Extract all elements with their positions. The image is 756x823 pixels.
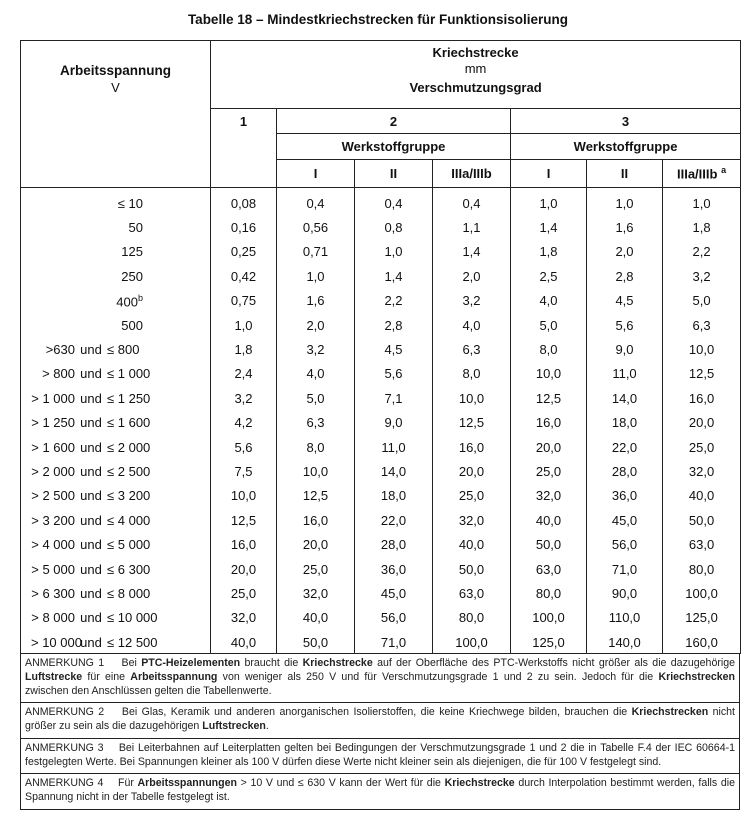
- value-cell: 4,0: [277, 362, 355, 386]
- value-cell: 4,0: [433, 313, 511, 337]
- value-cell: 5,6: [587, 313, 663, 337]
- note-text: ANMERKUNG 2 Bei Glas, Keramik und anderen anorganischen Isolierstoffen, die keine Kriechwege bilden, brauchen die: [25, 706, 632, 719]
- value-cell: 0,4: [433, 188, 511, 216]
- voltage-and: und: [80, 439, 102, 455]
- note-text: von weniger als 250 V und für Verschmutzungsgrade 1 und 2 zu sein. Jedoch für die: [217, 670, 659, 683]
- value-cell: 2,8: [355, 313, 433, 337]
- note-text: braucht die: [240, 657, 303, 669]
- value-cell: 80,0: [511, 581, 587, 605]
- table-row: [21, 289, 741, 313]
- value-cell: 32,0: [663, 459, 741, 483]
- value-cell: 1,8: [663, 215, 741, 239]
- degree-3-header: 3: [511, 109, 741, 134]
- note-text: durch Interpolation bestimmt werden, falls die Spannung nicht in der Tabelle festgelegt ist.: [25, 777, 738, 804]
- degree-1-header: 1: [211, 109, 277, 188]
- value-cell: 10,0: [433, 386, 511, 410]
- value-cell: 8,0: [433, 362, 511, 386]
- creepage-unit: mm: [464, 61, 487, 76]
- voltage-and: und: [80, 463, 102, 479]
- voltage-lower: > 1 250: [31, 415, 75, 431]
- value-cell: 2,2: [663, 240, 741, 264]
- voltage-text: 500: [121, 317, 143, 333]
- table-row: [21, 264, 741, 288]
- table-row: [21, 630, 741, 654]
- value-cell: 1,0: [663, 188, 741, 216]
- voltage-cell: [21, 606, 211, 630]
- voltage-lower: > 800: [42, 366, 75, 382]
- value-cell: 7,1: [355, 386, 433, 410]
- value-cell: 100,0: [433, 630, 511, 654]
- voltage-lower: > 5 000: [31, 561, 75, 577]
- note-text: Luftstrecke: [25, 670, 83, 683]
- value-cell: 0,25: [211, 240, 277, 264]
- voltage-and: und: [80, 366, 102, 382]
- value-cell: 20,0: [511, 435, 587, 459]
- voltage-upper: ≤ 8 000: [107, 585, 151, 601]
- value-cell: 36,0: [587, 484, 663, 508]
- value-cell: 3,2: [277, 337, 355, 361]
- value-cell: 63,0: [663, 532, 741, 556]
- creepage-table: [20, 40, 741, 654]
- table-row: [21, 532, 741, 556]
- value-cell: 16,0: [211, 532, 277, 556]
- voltage-cell: [21, 508, 211, 532]
- group-2-i: I: [277, 160, 355, 188]
- value-cell: 14,0: [587, 386, 663, 410]
- voltage-upper: ≤ 2 000: [107, 439, 151, 455]
- value-cell: 1,6: [277, 289, 355, 313]
- value-cell: 1,6: [587, 215, 663, 239]
- voltage-cell: [21, 557, 211, 581]
- voltage-lower: > 4 000: [31, 537, 75, 553]
- note-text: Kriechstrecken: [631, 706, 709, 719]
- value-cell: 125,0: [511, 630, 587, 654]
- value-cell: 6,3: [433, 337, 511, 361]
- group-3-ii: II: [587, 160, 663, 188]
- voltage-cell: [21, 386, 211, 410]
- value-cell: 1,1: [433, 215, 511, 239]
- voltage-value: [31, 269, 143, 284]
- value-cell: 0,56: [277, 215, 355, 239]
- value-cell: 2,4: [211, 362, 277, 386]
- value-cell: 2,0: [433, 264, 511, 288]
- value-cell: 3,2: [433, 289, 511, 313]
- note-text: PTC-Heizelementen: [141, 657, 241, 669]
- value-cell: 32,0: [277, 581, 355, 605]
- table-row: [21, 411, 741, 435]
- value-cell: 12,5: [277, 484, 355, 508]
- value-cell: 50,0: [663, 508, 741, 532]
- value-cell: 25,0: [511, 459, 587, 483]
- value-cell: 1,0: [277, 264, 355, 288]
- group-3-iii-header: [663, 160, 741, 188]
- voltage-cell: [21, 264, 211, 288]
- note-text: Luftstrecken: [202, 720, 266, 733]
- voltage-upper: ≤ 10 000: [107, 610, 158, 626]
- footnote-a-marker: a: [721, 165, 727, 176]
- value-cell: 40,0: [663, 484, 741, 508]
- voltage-cell: [21, 411, 211, 435]
- voltage-label: Arbeitsspannung: [59, 63, 171, 78]
- value-cell: 1,0: [587, 188, 663, 216]
- value-cell: 100,0: [663, 581, 741, 605]
- voltage-value: [31, 244, 143, 259]
- value-cell: 11,0: [355, 435, 433, 459]
- value-cell: 1,0: [511, 188, 587, 216]
- table-title: Tabelle 18 – Mindestkriechstrecken für Funktionsisolierung: [187, 12, 569, 27]
- value-cell: 32,0: [211, 606, 277, 630]
- value-cell: 16,0: [511, 411, 587, 435]
- voltage-value: [31, 318, 143, 333]
- table-row: [21, 215, 741, 239]
- voltage-upper: ≤ 12 500: [107, 634, 158, 650]
- value-cell: 32,0: [511, 484, 587, 508]
- value-cell: 0,71: [277, 240, 355, 264]
- value-cell: 2,8: [587, 264, 663, 288]
- value-cell: 12,5: [211, 508, 277, 532]
- degree-2-header: 2: [277, 109, 511, 134]
- value-cell: 25,0: [211, 581, 277, 605]
- note-text: ANMERKUNG 1 Bei: [25, 657, 142, 669]
- value-cell: 4,0: [511, 289, 587, 313]
- value-cell: 2,0: [277, 313, 355, 337]
- value-cell: 90,0: [587, 581, 663, 605]
- table-row: [21, 557, 741, 581]
- voltage-and: und: [80, 488, 102, 504]
- value-cell: 71,0: [587, 557, 663, 581]
- voltage-cell: [21, 630, 211, 654]
- group-2-ii: II: [355, 160, 433, 188]
- value-cell: 50,0: [433, 557, 511, 581]
- table-row: [21, 188, 741, 216]
- value-cell: 4,5: [587, 289, 663, 313]
- value-cell: 18,0: [587, 411, 663, 435]
- voltage-cell: [21, 188, 211, 216]
- value-cell: 0,8: [355, 215, 433, 239]
- table-row: [21, 508, 741, 532]
- value-cell: 160,0: [663, 630, 741, 654]
- material-group-2-header: Werkstoffgruppe: [277, 134, 511, 160]
- table-row: [21, 606, 741, 630]
- note-text: Kriechstrecke: [444, 777, 515, 790]
- voltage-and: und: [80, 561, 102, 577]
- voltage-and: und: [80, 390, 102, 406]
- table-row: [21, 459, 741, 483]
- table-body: [21, 188, 741, 655]
- voltage-lower: > 1 600: [31, 439, 75, 455]
- value-cell: 1,0: [211, 313, 277, 337]
- notes-box: [20, 653, 740, 810]
- table-row: [21, 581, 741, 605]
- table-row: [21, 313, 741, 337]
- pollution-label: Verschmutzungsgrad: [409, 80, 542, 95]
- voltage-upper: ≤ 4 000: [107, 512, 151, 528]
- footnote-b-marker: b: [137, 292, 143, 303]
- note-text: Arbeitsspannungen: [137, 777, 237, 790]
- voltage-upper: ≤ 5 000: [107, 537, 151, 553]
- value-cell: 40,0: [211, 630, 277, 654]
- value-cell: 5,0: [511, 313, 587, 337]
- voltage-lower: > 1 000: [31, 390, 75, 406]
- value-cell: 80,0: [663, 557, 741, 581]
- value-cell: 0,4: [277, 188, 355, 216]
- voltage-cell: [21, 215, 211, 239]
- value-cell: 20,0: [433, 459, 511, 483]
- voltage-and: und: [80, 512, 102, 528]
- note-text: nicht größer zu sein als die dazugehörigen: [25, 706, 738, 733]
- voltage-lower: > 2 000: [31, 463, 75, 479]
- voltage-text: 125: [121, 244, 143, 260]
- voltage-and: und: [80, 585, 102, 601]
- value-cell: 5,0: [663, 289, 741, 313]
- value-cell: 8,0: [511, 337, 587, 361]
- value-cell: 56,0: [587, 532, 663, 556]
- value-cell: 4,5: [355, 337, 433, 361]
- creepage-label: Kriechstrecke: [432, 45, 519, 60]
- note-text: ANMERKUNG 3 Bei Leiterbahnen auf Leiterplatten gelten bei Bedingungen der Verschmutzungsgrade 1 und 2 die in Tabelle F.4 der IEC 60664-1 festgelegten Werte. Bei Spannungen kleiner als 100 V dürfen diese Werte nicht kleiner sein als diejenigen, die für 100 V festgelegt sind.: [25, 741, 738, 768]
- material-group-3-header: Werkstoffgruppe: [511, 134, 741, 160]
- value-cell: 12,5: [433, 411, 511, 435]
- value-cell: 12,5: [511, 386, 587, 410]
- group-3-i: I: [511, 160, 587, 188]
- value-cell: 45,0: [587, 508, 663, 532]
- voltage-header: [21, 41, 211, 188]
- value-cell: 16,0: [663, 386, 741, 410]
- value-cell: 56,0: [355, 606, 433, 630]
- value-cell: 10,0: [511, 362, 587, 386]
- voltage-upper: ≤ 800: [107, 342, 140, 358]
- voltage-value: [31, 293, 143, 309]
- note-4: [21, 774, 739, 809]
- voltage-lower: > 3 200: [31, 512, 75, 528]
- note-text: Kriechstrecke: [302, 657, 373, 669]
- value-cell: 16,0: [433, 435, 511, 459]
- voltage-lower: >630: [45, 342, 75, 358]
- value-cell: 2,2: [355, 289, 433, 313]
- value-cell: 63,0: [511, 557, 587, 581]
- value-cell: 9,0: [587, 337, 663, 361]
- value-cell: 1,4: [433, 240, 511, 264]
- value-cell: 11,0: [587, 362, 663, 386]
- voltage-upper: ≤ 3 200: [107, 488, 151, 504]
- value-cell: 45,0: [355, 581, 433, 605]
- value-cell: 10,0: [663, 337, 741, 361]
- table-row: [21, 484, 741, 508]
- value-cell: 7,5: [211, 459, 277, 483]
- voltage-and: und: [80, 342, 102, 358]
- value-cell: 18,0: [355, 484, 433, 508]
- note-1: [21, 654, 739, 703]
- note-text: für eine: [82, 670, 131, 683]
- voltage-text: 250: [121, 268, 143, 284]
- value-cell: 125,0: [663, 606, 741, 630]
- value-cell: 36,0: [355, 557, 433, 581]
- voltage-value: [31, 220, 143, 235]
- voltage-value: [31, 196, 143, 211]
- value-cell: 140,0: [587, 630, 663, 654]
- voltage-cell: [21, 532, 211, 556]
- value-cell: 1,4: [355, 264, 433, 288]
- table-row: [21, 435, 741, 459]
- value-cell: 22,0: [355, 508, 433, 532]
- value-cell: 9,0: [355, 411, 433, 435]
- value-cell: 40,0: [433, 532, 511, 556]
- voltage-lower: > 6 300: [31, 585, 75, 601]
- voltage-lower: > 10 000: [31, 634, 82, 650]
- note-text: Arbeitsspannung: [130, 670, 218, 683]
- voltage-cell: [21, 459, 211, 483]
- value-cell: 5,6: [211, 435, 277, 459]
- voltage-and: und: [80, 610, 102, 626]
- voltage-unit: V: [111, 80, 120, 95]
- value-cell: 10,0: [211, 484, 277, 508]
- note-text: auf der Oberfläche des PTC-Werkstoffs nicht größer als die dazugehörige: [372, 657, 738, 669]
- value-cell: 20,0: [277, 532, 355, 556]
- value-cell: 2,0: [587, 240, 663, 264]
- value-cell: 3,2: [663, 264, 741, 288]
- voltage-text: ≤ 10: [117, 195, 143, 211]
- voltage-cell: [21, 240, 211, 264]
- value-cell: 20,0: [211, 557, 277, 581]
- voltage-cell: [21, 484, 211, 508]
- voltage-upper: ≤ 2 500: [107, 463, 151, 479]
- value-cell: 0,42: [211, 264, 277, 288]
- voltage-and: und: [80, 537, 102, 553]
- voltage-lower: > 8 000: [31, 610, 75, 626]
- value-cell: 0,16: [211, 215, 277, 239]
- value-cell: 22,0: [587, 435, 663, 459]
- value-cell: 6,3: [663, 313, 741, 337]
- table-row: [21, 337, 741, 361]
- value-cell: 100,0: [511, 606, 587, 630]
- voltage-upper: ≤ 1 000: [107, 366, 151, 382]
- value-cell: 0,4: [355, 188, 433, 216]
- value-cell: 10,0: [277, 459, 355, 483]
- voltage-upper: ≤ 1 250: [107, 390, 151, 406]
- value-cell: 2,5: [511, 264, 587, 288]
- value-cell: 5,0: [277, 386, 355, 410]
- voltage-text: 50: [128, 220, 143, 236]
- value-cell: 71,0: [355, 630, 433, 654]
- table-row: [21, 386, 741, 410]
- value-cell: 32,0: [433, 508, 511, 532]
- value-cell: 40,0: [277, 606, 355, 630]
- value-cell: 50,0: [277, 630, 355, 654]
- note-text: > 10 V und ≤ 630 V kann der Wert für die: [237, 777, 445, 790]
- value-cell: 4,2: [211, 411, 277, 435]
- voltage-cell: [21, 362, 211, 386]
- value-cell: 12,5: [663, 362, 741, 386]
- value-cell: 110,0: [587, 606, 663, 630]
- value-cell: 5,6: [355, 362, 433, 386]
- note-2: [21, 703, 739, 739]
- value-cell: 14,0: [355, 459, 433, 483]
- voltage-text: 400: [116, 293, 138, 309]
- value-cell: 1,4: [511, 215, 587, 239]
- voltage-cell: [21, 289, 211, 313]
- voltage-and: und: [80, 415, 102, 431]
- value-cell: 25,0: [277, 557, 355, 581]
- creepage-header: [211, 41, 741, 109]
- value-cell: 40,0: [511, 508, 587, 532]
- value-cell: 3,2: [211, 386, 277, 410]
- value-cell: 0,08: [211, 188, 277, 216]
- note-text: .: [265, 720, 269, 733]
- voltage-upper: ≤ 1 600: [107, 415, 151, 431]
- value-cell: 80,0: [433, 606, 511, 630]
- group-2-iii: IIIa/IIIb: [433, 160, 511, 188]
- voltage-cell: [21, 581, 211, 605]
- voltage-and: und: [80, 634, 102, 650]
- voltage-cell: [21, 337, 211, 361]
- voltage-cell: [21, 435, 211, 459]
- value-cell: 6,3: [277, 411, 355, 435]
- value-cell: 63,0: [433, 581, 511, 605]
- value-cell: 50,0: [511, 532, 587, 556]
- value-cell: 25,0: [663, 435, 741, 459]
- value-cell: 20,0: [663, 411, 741, 435]
- voltage-upper: ≤ 6 300: [107, 561, 151, 577]
- value-cell: 25,0: [433, 484, 511, 508]
- note-text: ANMERKUNG 4 Für: [25, 777, 138, 790]
- value-cell: 0,75: [211, 289, 277, 313]
- value-cell: 1,8: [511, 240, 587, 264]
- value-cell: 8,0: [277, 435, 355, 459]
- group-3-iii: IIIa/IIIb: [676, 166, 718, 182]
- note-text: Kriechstrecken: [658, 670, 735, 683]
- table-row: [21, 240, 741, 264]
- value-cell: 1,8: [211, 337, 277, 361]
- note-3: [21, 739, 739, 775]
- value-cell: 28,0: [355, 532, 433, 556]
- value-cell: 16,0: [277, 508, 355, 532]
- value-cell: 1,0: [355, 240, 433, 264]
- table-row: [21, 362, 741, 386]
- note-text: zwischen den Anschlüssen gelten die Tabellenwerte.: [25, 670, 738, 697]
- value-cell: 28,0: [587, 459, 663, 483]
- voltage-cell: [21, 313, 211, 337]
- voltage-lower: > 2 500: [31, 488, 75, 504]
